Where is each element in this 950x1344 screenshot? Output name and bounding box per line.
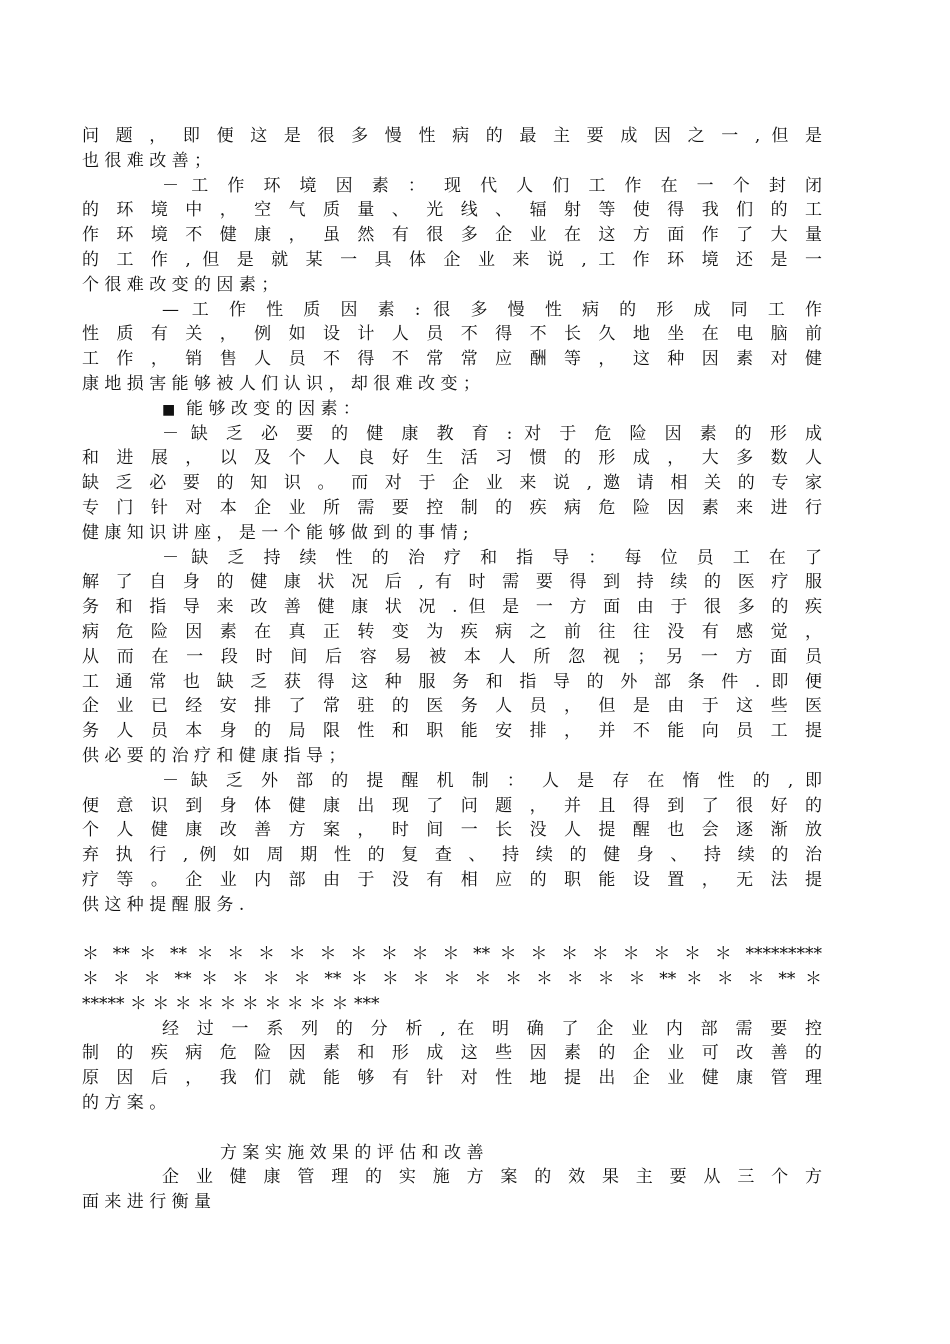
text-line: － 工 作 环 境 因 素 ： 现 代 人 们 工 作 在 一 个 封 闭 bbox=[162, 175, 822, 196]
text-line: 经 过 一 系 列 的 分 析 , 在 明 确 了 企 业 内 部 需 要 控 bbox=[162, 1018, 822, 1039]
text-line: 原 因 后 ， 我 们 就 能 够 有 针 对 性 地 提 出 企 业 健 康 管 理 bbox=[82, 1068, 822, 1089]
text-line: 健 康 知 识 讲 座 ， 是 一 个 能 够 做 到 的 事 情 ; bbox=[82, 522, 469, 543]
section-title: 方 案 实 施 效 果 的 评 估 和 改 善 bbox=[220, 1142, 484, 1163]
text-line: 个 人 健 康 改 善 方 案 ， 时 间 一 长 没 人 提 醒 也 会 逐 渐 放 bbox=[82, 820, 822, 841]
section-heading-text: 能 够 改 变 的 因 素 ： bbox=[186, 398, 360, 419]
blank-line bbox=[82, 1116, 822, 1141]
text-line: 疗 等 。 企 业 内 部 由 于 没 有 相 应 的 职 能 设 置 ， 无 法 提 bbox=[82, 869, 822, 890]
text-line: 企 业 健 康 管 理 的 实 施 方 案 的 效 果 主 要 从 三 个 方 bbox=[162, 1167, 822, 1188]
text-line: 缺 乏 必 要 的 知 识 。 而 对 于 企 业 来 说 , 邀 请 相 关 的 专 家 bbox=[82, 473, 822, 494]
text-line: 康 地 损 害 能 够 被 人 们 认 识 ， 却 很 难 改 变 ； bbox=[82, 373, 480, 394]
text-line: － 缺 乏 必 要 的 健 康 教 育 : 对 于 危 险 因 素 的 形 成 bbox=[162, 423, 822, 444]
text-line: 务 和 指 导 来 改 善 健 康 状 况 . 但 是 一 方 面 由 于 很 多 的 疾 bbox=[82, 597, 822, 618]
text-line: 的 工 作 , 但 是 就 某 一 具 体 企 业 来 说 , 工 作 环 境 还 是 一 bbox=[82, 249, 822, 270]
text-line: 务 人 员 本 身 的 局 限 性 和 职 能 安 排 ， 并 不 能 向 员 工 提 bbox=[82, 721, 822, 742]
asterisk-line: ***** ＊ ＊ ＊ ＊ ＊ ＊ ＊ ＊ ＊ ＊ *** bbox=[82, 993, 380, 1014]
blank-line bbox=[82, 918, 822, 943]
text-line: 作 环 境 不 健 康 ， 虽 然 有 很 多 企 业 在 这 方 面 作 了 大 量 bbox=[82, 225, 822, 246]
text-line: 便 意 识 到 身 体 健 康 出 现 了 问 题 ， 并 且 得 到 了 很 好 的 bbox=[82, 795, 822, 816]
text-line: 工 通 常 也 缺 乏 获 得 这 种 服 务 和 指 导 的 外 部 条 件 . 即 便 bbox=[82, 671, 822, 692]
asterisk-line: ＊ ** ＊ ** ＊ ＊ ＊ ＊ ＊ ＊ ＊ ＊ ＊ ** ＊ ＊ ＊ ＊ ＊ ＊ ＊ ＊ ********* bbox=[82, 944, 822, 965]
text-line: 企 业 已 经 安 排 了 常 驻 的 医 务 人 员 ， 但 是 由 于 这 些 医 bbox=[82, 696, 822, 717]
text-line: 从 而 在 一 段 时 间 后 容 易 被 本 人 所 忽 视 ； 另 一 方 面 员 bbox=[82, 646, 822, 667]
text-line: － 缺 乏 持 续 性 的 治 疗 和 指 导 ： 每 位 员 工 在 了 bbox=[162, 547, 822, 568]
text-line: 解 了 自 身 的 健 康 状 况 后 , 有 时 需 要 得 到 持 续 的 医 疗 服 bbox=[82, 572, 822, 593]
document-body bbox=[82, 124, 822, 1215]
text-line: 的 环 境 中 ， 空 气 质 量 、 光 线 、 辐 射 等 使 得 我 们 的 工 bbox=[82, 200, 822, 221]
text-line: 弃 执 行 , 例 如 周 期 性 的 复 查 、 持 续 的 健 身 、 持 续 的 治 bbox=[82, 845, 822, 866]
text-line: 供 这 种 提 醒 服 务 . bbox=[82, 894, 245, 915]
text-line: 个 很 难 改 变 的 因 素 ； bbox=[82, 274, 279, 295]
text-line: 和 进 展 ， 以 及 个 人 良 好 生 活 习 惯 的 形 成 ， 大 多 数 人 bbox=[82, 448, 822, 469]
section-heading bbox=[82, 397, 822, 422]
text-line: 工 作 ， 销 售 人 员 不 得 不 常 常 应 酬 等 ， 这 种 因 素 对 健 bbox=[82, 349, 822, 370]
text-line: 专 门 针 对 本 企 业 所 需 要 控 制 的 疾 病 危 险 因 素 来 进 行 bbox=[82, 497, 822, 518]
text-line: 的 方 案 。 bbox=[82, 1093, 167, 1114]
text-line: 性 质 有 关 ， 例 如 设 计 人 员 不 得 不 长 久 地 坐 在 电 脑 前 bbox=[82, 324, 822, 345]
text-line: 问 题 ， 即 便 这 是 很 多 慢 性 病 的 最 主 要 成 因 之 一 , 但 是 bbox=[82, 126, 822, 146]
text-line: 供 必 要 的 治 疗 和 健 康 指 导 ； bbox=[82, 745, 346, 766]
square-bullet-icon: ■ bbox=[162, 401, 176, 418]
asterisk-line: ＊ ＊ ＊ ** ＊ ＊ ＊ ＊ ** ＊ ＊ ＊ ＊ ＊ ＊ ＊ ＊ ＊ ＊ ** ＊ ＊ ＊ ** ＊ bbox=[82, 969, 822, 990]
text-line: — 工 作 性 质 因 素 : 很 多 慢 性 病 的 形 成 同 工 作 bbox=[162, 299, 822, 320]
text-line: 病 危 险 因 素 在 真 正 转 变 为 疾 病 之 前 往 往 没 有 感 觉 ， bbox=[82, 621, 822, 642]
text-line: 制 的 疾 病 危 险 因 素 和 形 成 这 些 因 素 的 企 业 可 改 善 的 bbox=[82, 1043, 822, 1064]
text-line: 也 很 难 改 善 ； bbox=[82, 150, 212, 171]
text-line: 面 来 进 行 衡 量 bbox=[82, 1192, 212, 1213]
text-line: － 缺 乏 外 部 的 提 醒 机 制 ： 人 是 存 在 惰 性 的 , 即 bbox=[162, 770, 822, 791]
